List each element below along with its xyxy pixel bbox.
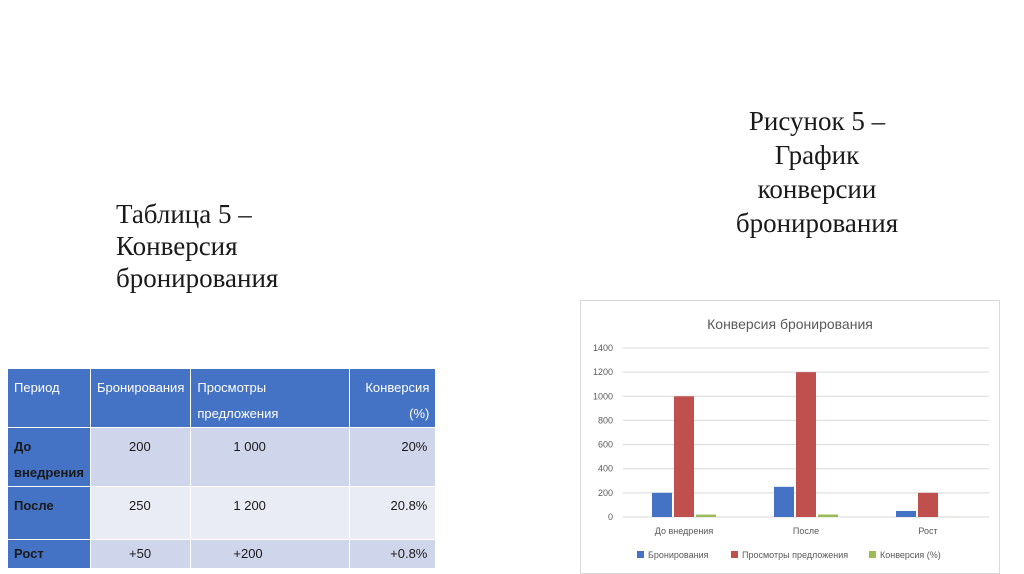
cell-bookings: 200 — [91, 428, 191, 487]
table-row — [8, 540, 436, 569]
cell-period: После — [8, 487, 91, 540]
bar-1-1 — [796, 372, 816, 517]
header-bookings: Бронирования — [91, 369, 191, 428]
legend-label: Бронирования — [648, 550, 709, 560]
legend-label: Конверсия (%) — [880, 550, 941, 560]
bar-1-0 — [674, 396, 694, 517]
table-header-row — [8, 369, 436, 428]
y-tick-label: 200 — [597, 487, 613, 498]
cell-bookings: +50 — [91, 540, 191, 569]
legend-swatch — [731, 551, 738, 558]
legend-swatch — [869, 551, 876, 558]
cell-conversion: +0.8% — [350, 540, 436, 569]
y-tick-label: 400 — [597, 463, 613, 474]
x-tick-label: До внедрения — [654, 526, 714, 536]
bar-2-1 — [818, 514, 838, 517]
bar-chart — [580, 300, 1000, 574]
y-tick-label: 800 — [597, 415, 613, 426]
cell-views: 1 000 — [191, 428, 350, 487]
bar-0-0 — [652, 493, 672, 517]
y-axis-ticks — [593, 343, 613, 522]
header-conversion: Конверсия (%) — [350, 369, 436, 428]
y-tick-label: 0 — [607, 512, 613, 522]
x-tick-label: После — [792, 526, 820, 536]
chart-svg — [581, 301, 999, 573]
y-tick-label: 1400 — [592, 343, 613, 353]
chart-legend — [637, 550, 941, 560]
chart-title: Конверсия бронирования — [707, 316, 873, 332]
legend-swatch — [637, 551, 644, 558]
table-row — [8, 428, 436, 487]
y-tick-label: 1000 — [592, 391, 613, 402]
bar-0-1 — [774, 487, 794, 517]
cell-period: До внедрения — [8, 428, 91, 487]
x-axis-ticks — [655, 526, 938, 536]
cell-period: Рост — [8, 540, 91, 569]
table-row — [8, 487, 436, 540]
y-tick-label: 600 — [597, 439, 613, 450]
conversion-table — [7, 368, 436, 569]
cell-conversion: 20% — [350, 428, 436, 487]
bar-2-0 — [696, 515, 716, 517]
cell-views: 1 200 — [191, 487, 350, 540]
figure-caption: Рисунок 5 – График конверсии бронирования — [735, 106, 899, 238]
bar-0-2 — [896, 511, 916, 517]
bar-1-2 — [918, 493, 938, 517]
cell-conversion: 20.8% — [350, 487, 436, 540]
header-views: Просмотры предложения — [191, 369, 350, 428]
table-caption: Таблица 5 – Конверсия бронирования — [116, 199, 279, 293]
legend-label: Просмотры предложения — [742, 550, 849, 560]
header-period: Период — [8, 369, 91, 428]
x-tick-label: Рост — [918, 526, 938, 536]
cell-views: +200 — [191, 540, 350, 569]
cell-bookings: 250 — [91, 487, 191, 540]
y-tick-label: 1200 — [592, 367, 613, 378]
